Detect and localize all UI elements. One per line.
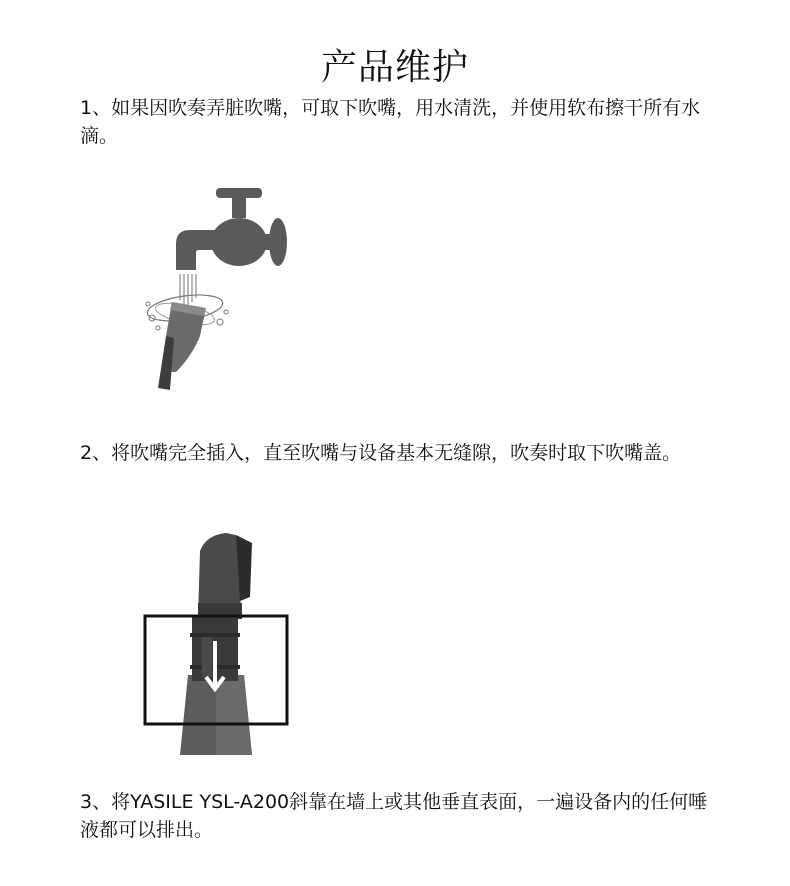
step-2-text: 2、将吹嘴完全插入，直至吹嘴与设备基本无缝隙，吹奏时取下吹嘴盖。: [80, 442, 682, 464]
page-title: 产品维护: [320, 47, 469, 89]
step-1-text: 1、如果因吹奏弄脏吹嘴，可取下吹嘴，用水清洗，并使用软布擦干所有水滴。: [80, 97, 701, 147]
faucet-washing-mouthpiece-icon: [130, 186, 300, 396]
step-3-text: 3、将YASILE YSL-A200斜靠在墙上或其他垂直表面，一遍设备内的任何唾液都可以排出。: [80, 791, 708, 841]
mouthpiece-insert-arrow-icon: [140, 525, 300, 755]
